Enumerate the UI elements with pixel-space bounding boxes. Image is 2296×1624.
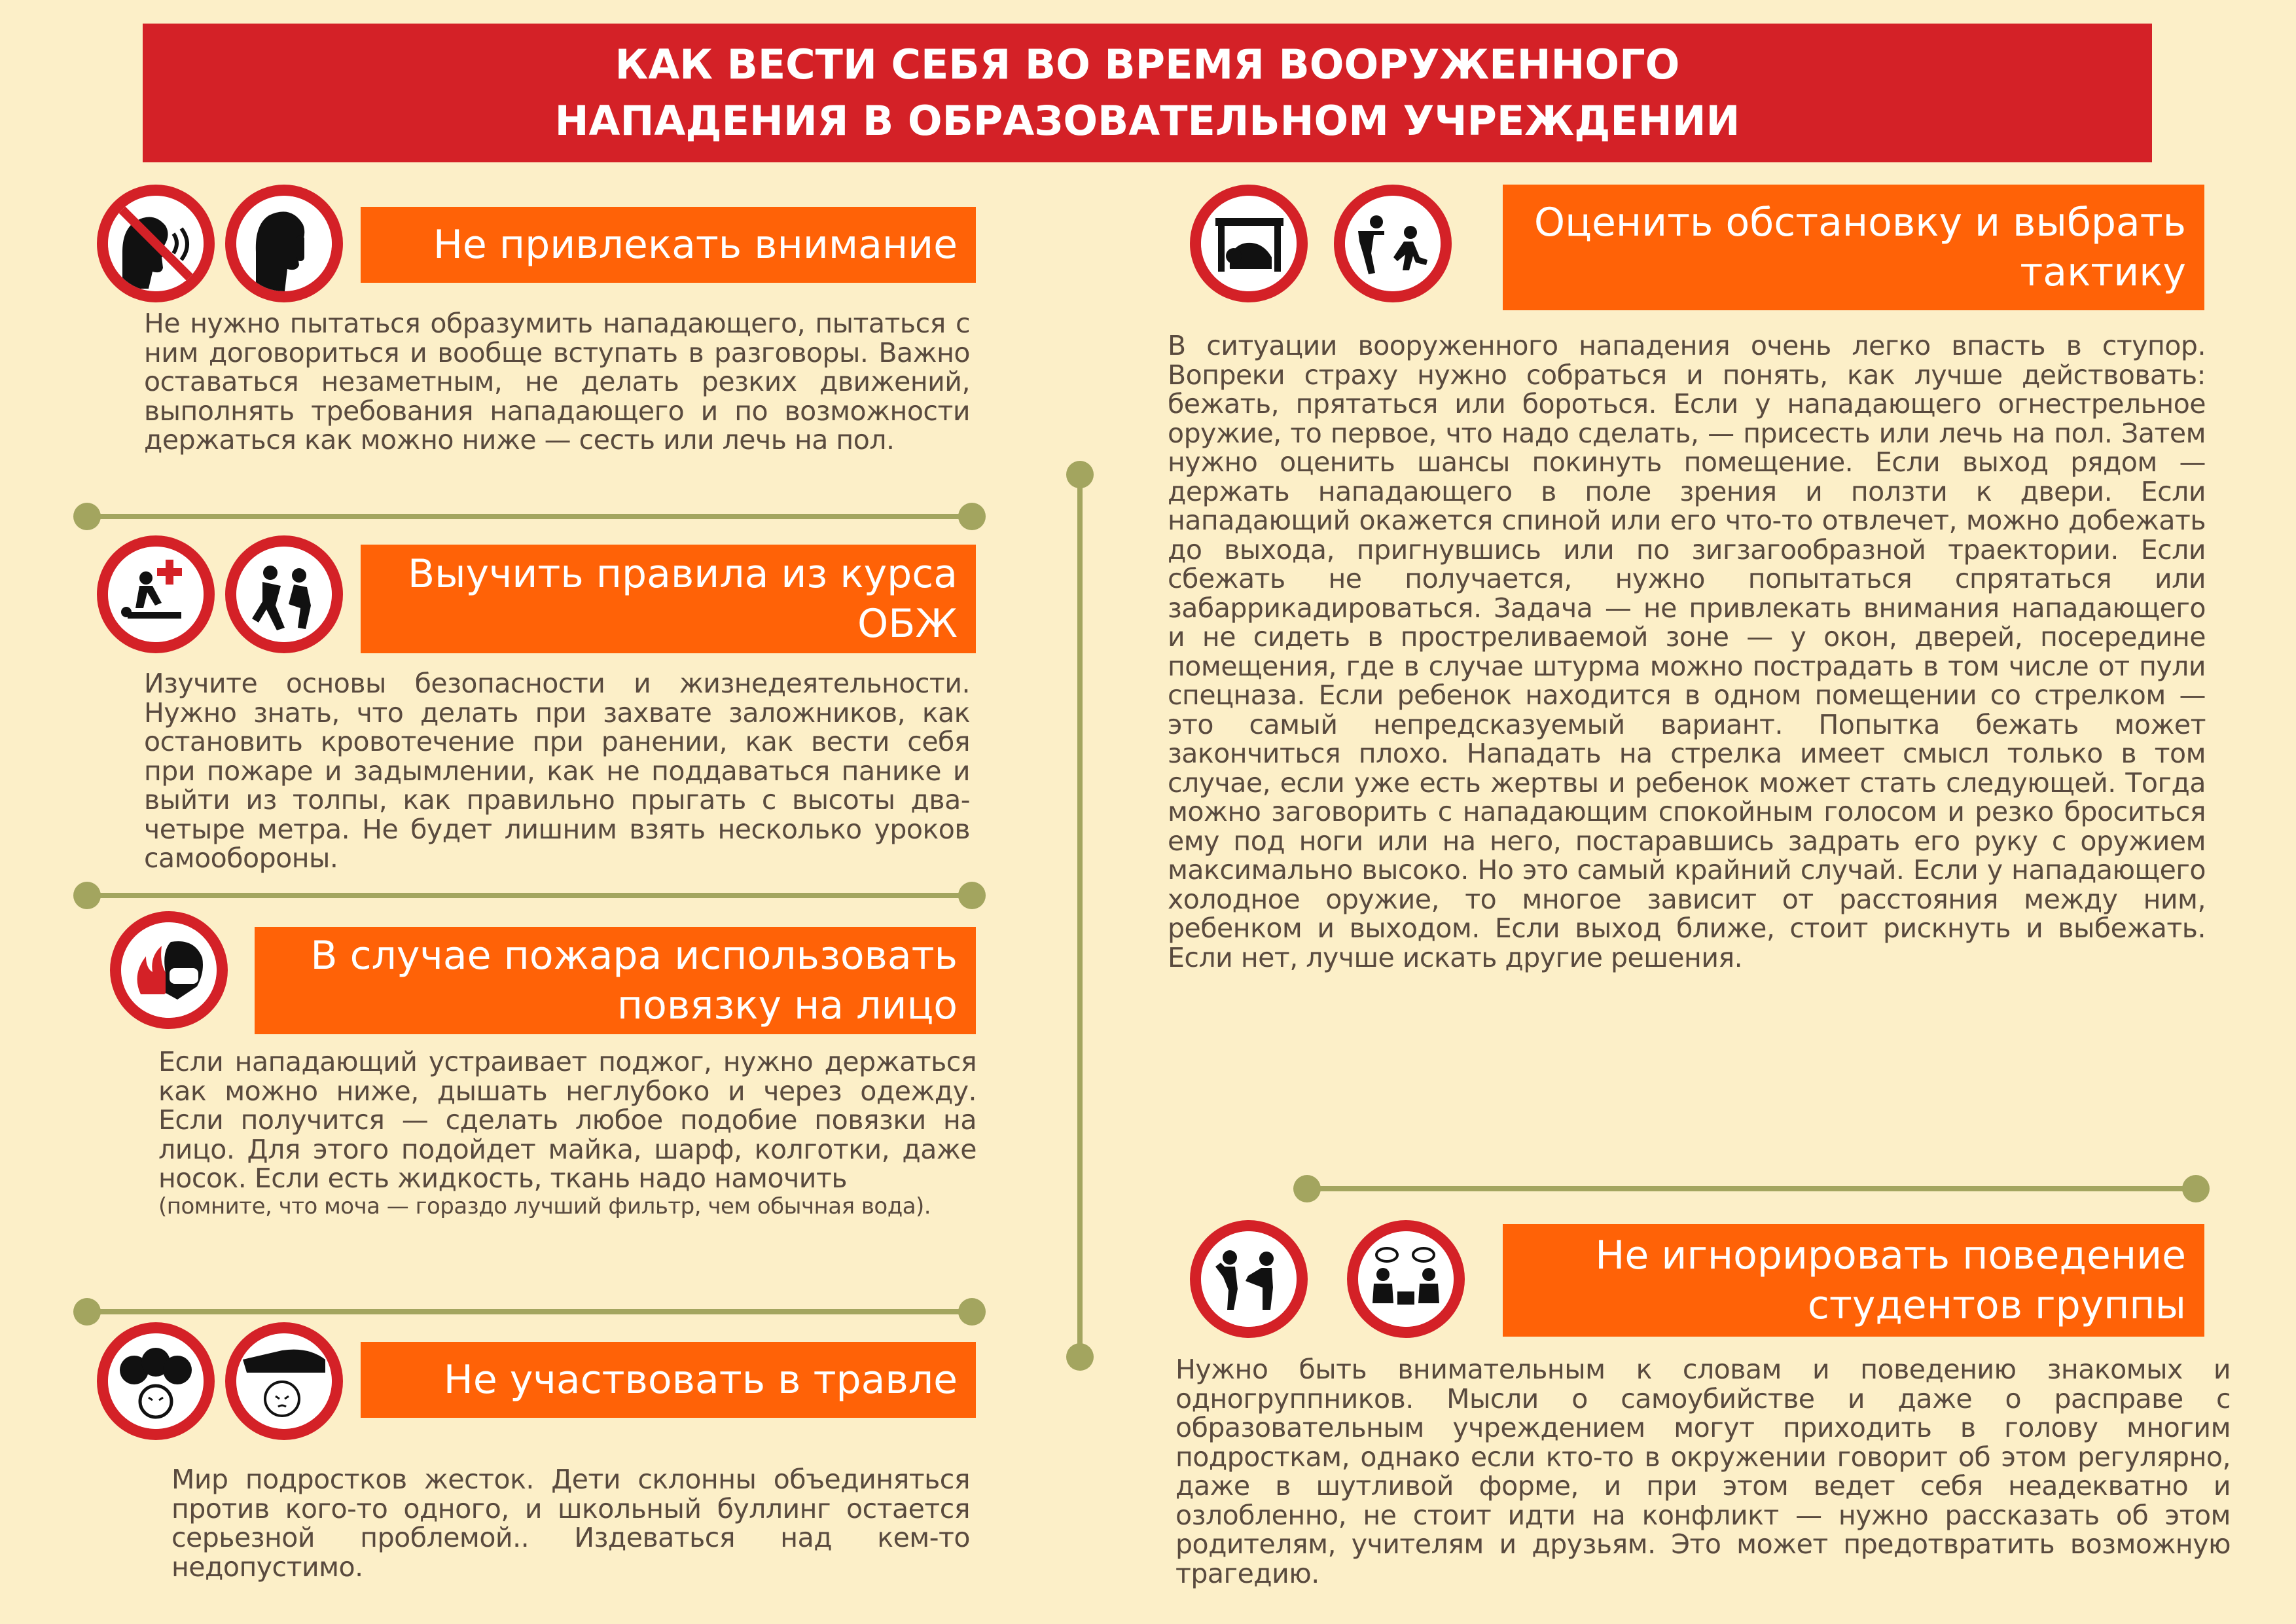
fire-mask-icon [110,911,228,1029]
heading-students: Не игнорировать поведение студентов группы [1503,1224,2204,1337]
heading-attention: Не привлекать внимание [361,207,976,283]
divider-dot [2182,1175,2210,1202]
silence-gesture-icon [225,185,343,302]
first-aid-icon [97,535,215,653]
text-tactics: В ситуации вооруженного нападения очень легко впасть в ступор. Вопреки страху нужно собраться и понять, как лучше действовать: бежать, прятаться или бороться. Если у нападающего огнестрельное оружие, то первое, что надо сделать, — присесть или лечь на пол. Затем нужно оценить шансы покинуть помещение. Если выход рядом — держать нападающего в поле зрения и ползти к двери. Если нападающий окажется спиной или его что-то отвлечет, можно добежать до выхода, пригнувшись или по зигзагообразной траектории. Если сбежать не получается, нужно попытаться спрятаться или забаррикадироваться. Задача — не привлекать внимания нападающего и не сидеть в простреливаемой зоне — у окон, дверей, посередине помещения, где в случае штурма можно пострадать в том числе от пули спецназа. Если ребенок находится в одном помещении со стрелком — это самый непредсказуемый вариант. Попытка бежать может закончиться плохо. Нападать на стрелка имеет смысл только в том случае, если уже есть жертвы и ребенок может стать следующей. Тогда можно заговорить с нападающим спокойным голосом и резко броситься ему под ноги или на него, постаравшись задрать его руку с оружием максимально высоко. Но это самый крайний случай. Если у нападающего холодное оружие, то многое зависит от расстояния между ним, ребенком и выходом. Если выход ближе, стоит рискнуть и выбежать. Если нет, лучше искать другие решения. [1168,330,2206,973]
divider-dot [1066,1343,1094,1371]
divider-dot [1293,1175,1321,1202]
group-bullying-icon [97,1322,215,1440]
heading-bullying: Не участвовать в травле [361,1342,976,1418]
text-bullying: Мир подростков жесток. Дети склонны объединяться против кого-то одного, и школьный буллинг остается серьезной проблемой.. Издеваться над кем-то недопустимо. [171,1464,970,1583]
self-defense-icon [225,535,343,653]
divider-dot [73,1298,101,1326]
text-attention: Не нужно пытаться образумить нападающего, пытаться с ним договориться и вообще вступать в разговоры. Важно оставаться незаметным, не делать резких движений, выполнять требования нападающего и по возможности держаться как можно ниже — сесть или лечь на пол. [144,308,970,456]
heading-tactics: Оценить обстановку и выбрать тактику [1503,185,2204,310]
text-obzh: Изучите основы безопасности и жизнедеятельности. Нужно знать, что делать при захвате заложников, как остановить кровотечение при ранении, как вести себя при пожаре и задымлении, как не поддаваться панике и выйти из толпы, как правильно прыгать с высоты два-четыре метра. Не будет лишним взять несколько уроков самообороны. [144,668,970,874]
conversation-icon [1347,1220,1465,1338]
divider-dot [73,503,101,530]
divider-line [86,893,977,898]
stomp-icon [225,1322,343,1440]
run-from-shooter-icon [1334,185,1452,302]
heading-obzh: Выучить правила из курса ОБЖ [361,545,976,653]
threat-gesture-icon [1190,1220,1308,1338]
title-line-2: НАПАДЕНИЯ В ОБРАЗОВАТЕЛЬНОМ УЧРЕЖДЕНИИ [554,97,1740,145]
divider-line [86,514,977,519]
text-fire-note: (помните, что моча — гораздо лучший фильтр, чем обычная вода). [158,1193,931,1219]
text-students: Нужно быть внимательным к словам и поведению знакомых и одногруппников. Мысли о самоубийстве и даже о расправе с образовательным учреждением могут приходить в голову многим подросткам, однако если кто-то в окружении говорит об этом регулярно, даже в шутливой форме, и при этом ведет себя неадекватно и озлобленно, не стоит идти на конфликт — нужно рассказать об этом родителям, учителям и друзьям. Это может предотвратить возможную трагедию. [1175,1354,2231,1589]
center-divider-line [1077,474,1083,1358]
hide-under-table-icon [1190,185,1308,302]
text-fire: Если нападающий устраивает поджог, нужно держаться как можно ниже, дышать неглубоко и через одежду. Если получится — сделать любое подобие повязки на лицо. Для этого подойдет майка, шарф, колготки, даже носок. Если есть жидкость, ткань надо намочить (помните, что моча — гораздо лучший фильтр, чем обычная вода). [158,1046,977,1219]
divider-dot [958,1298,986,1326]
divider-line [1306,1186,2199,1191]
divider-dot [1066,461,1094,488]
title-line-1: КАК ВЕСТИ СЕБЯ ВО ВРЕМЯ ВООРУЖЕННОГО [615,41,1680,88]
page-title [143,24,2152,162]
divider-dot [958,882,986,909]
no-shouting-icon [97,185,215,302]
divider-dot [958,503,986,530]
divider-dot [73,882,101,909]
divider-line [86,1309,977,1314]
heading-fire: В случае пожара использовать повязку на лицо [255,927,976,1034]
